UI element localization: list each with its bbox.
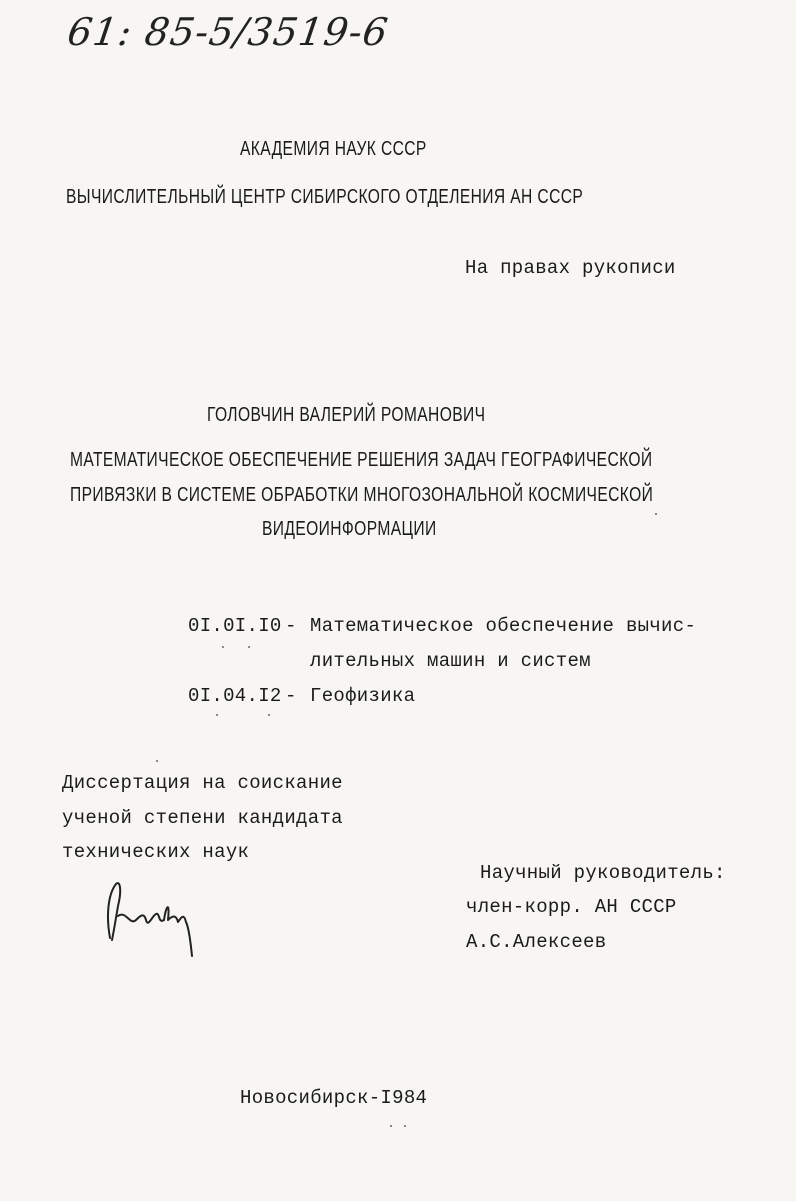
paper-speck <box>390 1125 392 1127</box>
institute-header: ВЫЧИСЛИТЕЛЬНЫЙ ЦЕНТР СИБИРСКОГО ОТДЕЛЕНИЯ АН СССР <box>66 186 584 208</box>
paper-speck <box>216 714 218 716</box>
specialty-desc-1-cont: лительных машин и систем <box>310 650 591 672</box>
paper-speck <box>404 1125 406 1127</box>
dissertation-line-1: Диссертация на соискание <box>62 772 343 794</box>
author-name: ГОЛОВЧИН ВАЛЕРИЙ РОМАНОВИЧ <box>207 404 486 426</box>
dissertation-line-2: ученой степени кандидата <box>62 807 343 829</box>
paper-speck <box>156 760 158 762</box>
title-line-3: ВИДЕОИНФОРМАЦИИ <box>262 518 437 540</box>
supervisor-label: Научный руководитель: <box>480 862 726 884</box>
specialty-code-2: 0I.04.I2 <box>188 685 282 707</box>
specialty-desc-1: Математическое обеспечение вычис- <box>310 615 697 637</box>
specialty-code-1: 0I.0I.I0 <box>188 615 282 637</box>
handwritten-signature <box>96 876 206 966</box>
specialty-desc-2: Геофизика <box>310 685 416 707</box>
paper-speck <box>268 714 270 716</box>
academy-header: АКАДЕМИЯ НАУК СССР <box>240 138 427 160</box>
manuscript-note: На правах рукописи <box>465 257 676 279</box>
place-and-year: Новосибирск-I984 <box>240 1087 428 1109</box>
title-line-2: ПРИВЯЗКИ В СИСТЕМЕ ОБРАБОТКИ МНОГОЗОНАЛЬНОЙ КОСМИЧЕСКОЙ <box>70 484 654 506</box>
dissertation-line-3: технических наук <box>62 841 250 863</box>
specialty-dash-1: - <box>285 615 297 637</box>
title-line-1: МАТЕМАТИЧЕСКОЕ ОБЕСПЕЧЕНИЕ РЕШЕНИЯ ЗАДАЧ ГЕОГРАФИЧЕСКОЙ <box>70 449 653 471</box>
supervisor-rank: член-корр. АН СССР <box>466 896 677 918</box>
paper-speck <box>248 646 250 648</box>
paper-speck <box>222 646 224 648</box>
supervisor-name: А.С.Алексеев <box>466 931 607 953</box>
paper-speck <box>655 513 657 515</box>
archive-number: 61: 85-5/3519-6 <box>64 10 392 54</box>
specialty-dash-2: - <box>285 685 297 707</box>
